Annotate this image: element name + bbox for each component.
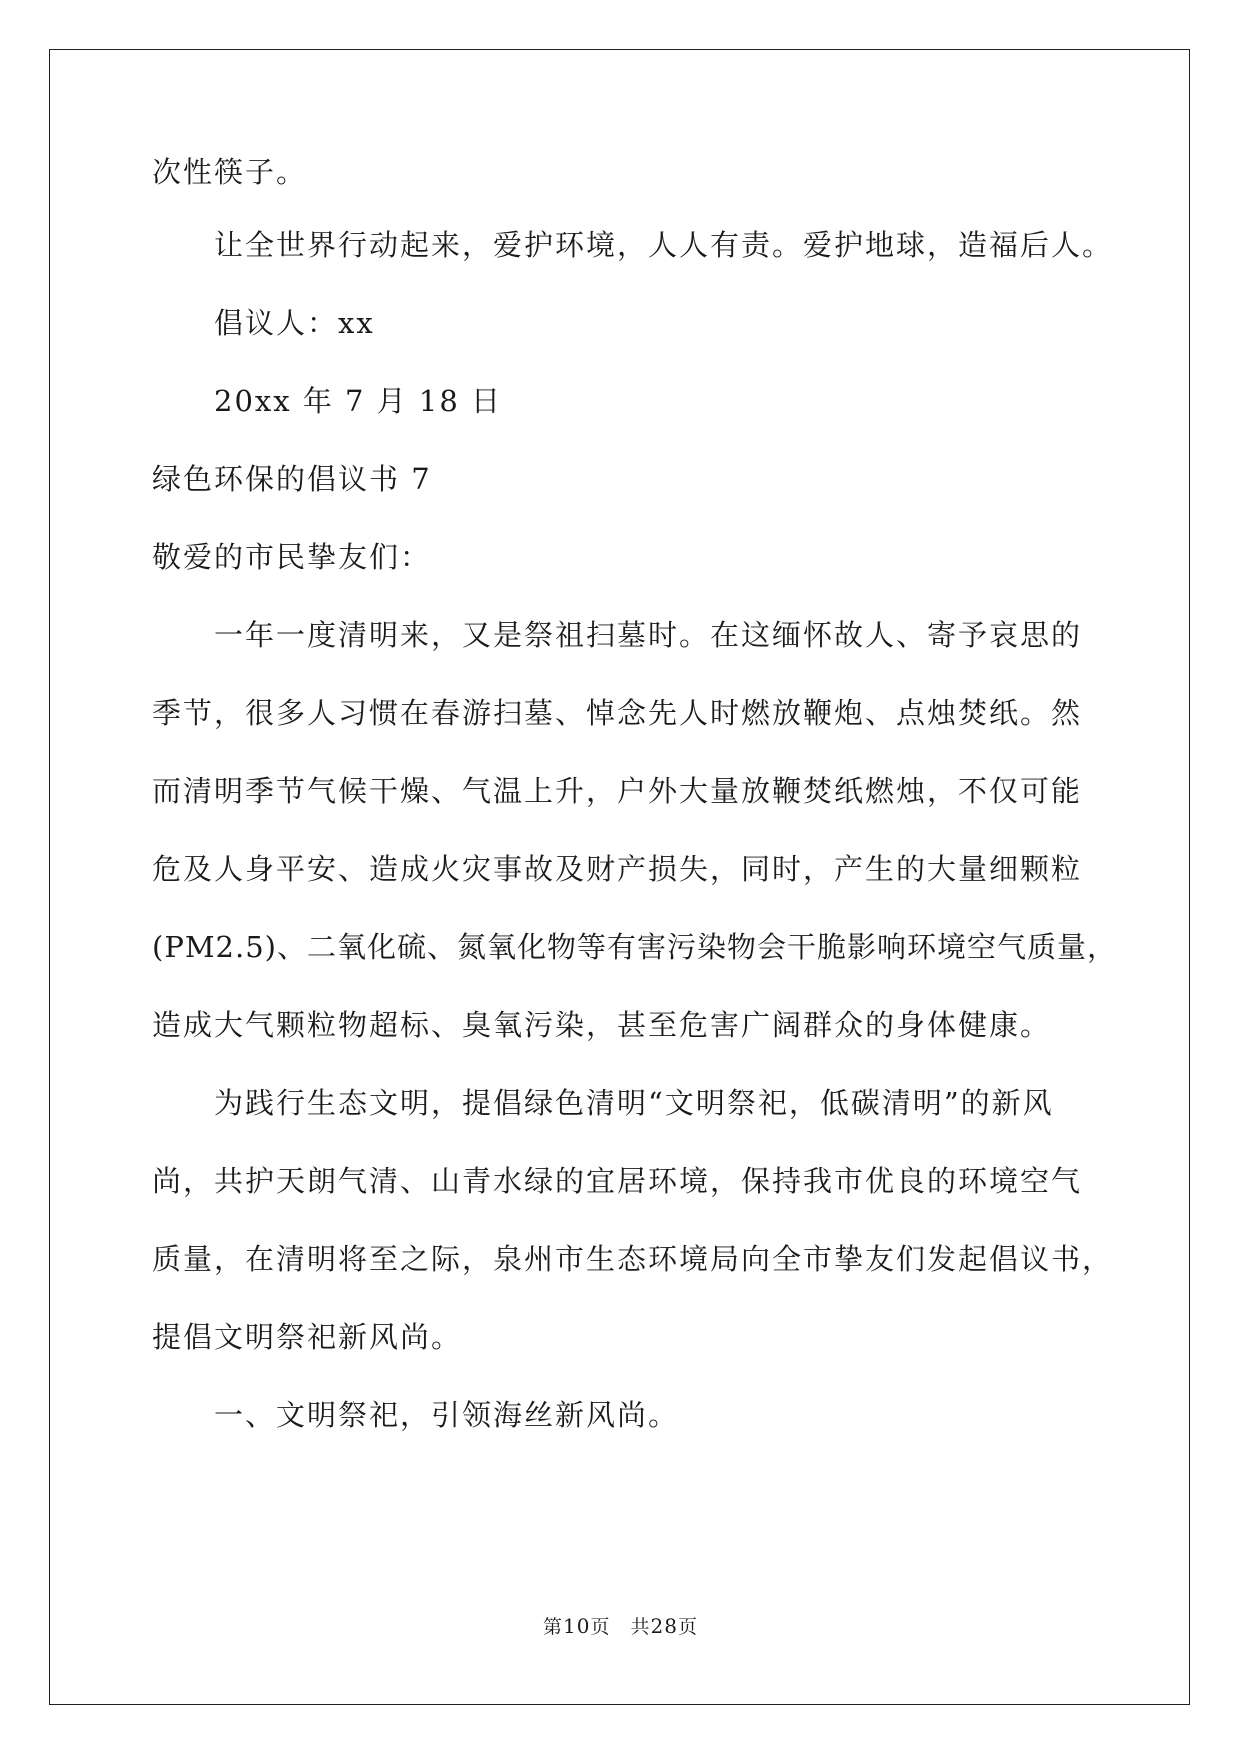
- text-line: 为践行生态文明，提倡绿色清明“文明祭祀，低碳清明”的新风: [214, 1086, 1054, 1120]
- text-line: 危及人身平安、造成火灾事故及财产损失，同时，产生的大量细颗粒: [152, 852, 1083, 886]
- text-line: 尚，共护天朗气清、山青水绿的宜居环境，保持我市优良的环境空气: [152, 1164, 1083, 1198]
- signer-line: 倡议人：xx: [214, 306, 375, 340]
- page-suffix: 页: [677, 1616, 698, 1638]
- page-current: 10: [563, 1614, 591, 1638]
- page-prefix: 第: [543, 1616, 564, 1638]
- text-line: (PM2.5)、二氧化硫、氮氧化物等有害污染物会干脆影响环境空气质量，: [152, 930, 1117, 964]
- text-line: 一年一度清明来，又是祭祖扫墓时。在这缅怀故人、寄予哀思的: [214, 618, 1083, 652]
- page-mid: 页 共: [590, 1616, 651, 1638]
- text-line: 次性筷子。: [152, 155, 308, 189]
- text-line: 让全世界行动起来，爱护环境，人人有责。爱护地球，造福后人。: [214, 228, 1114, 262]
- text-line: 一、文明祭祀，引领海丝新风尚。: [214, 1398, 680, 1432]
- text-line: 提倡文明祭祀新风尚。: [152, 1320, 463, 1354]
- text-line: 季节，很多人习惯在春游扫墓、悼念先人时燃放鞭炮、点烛焚纸。然: [152, 696, 1083, 730]
- text-line: 质量，在清明将至之际，泉州市生态环境局向全市挚友们发起倡议书，: [152, 1242, 1114, 1276]
- page-total: 28: [650, 1614, 678, 1638]
- text-line: 而清明季节气候干燥、气温上升，户外大量放鞭焚纸燃烛，不仅可能: [152, 774, 1083, 808]
- page-number-footer: [0, 1612, 1241, 1639]
- text-line: 造成大气颗粒物超标、臭氧污染，甚至危害广阔群众的身体健康。: [152, 1008, 1052, 1042]
- salutation: 敬爱的市民挚友们：: [152, 540, 432, 574]
- section-title: 绿色环保的倡议书 7: [152, 462, 432, 496]
- date-line: 20xx 年 7 月 18 日: [214, 384, 503, 418]
